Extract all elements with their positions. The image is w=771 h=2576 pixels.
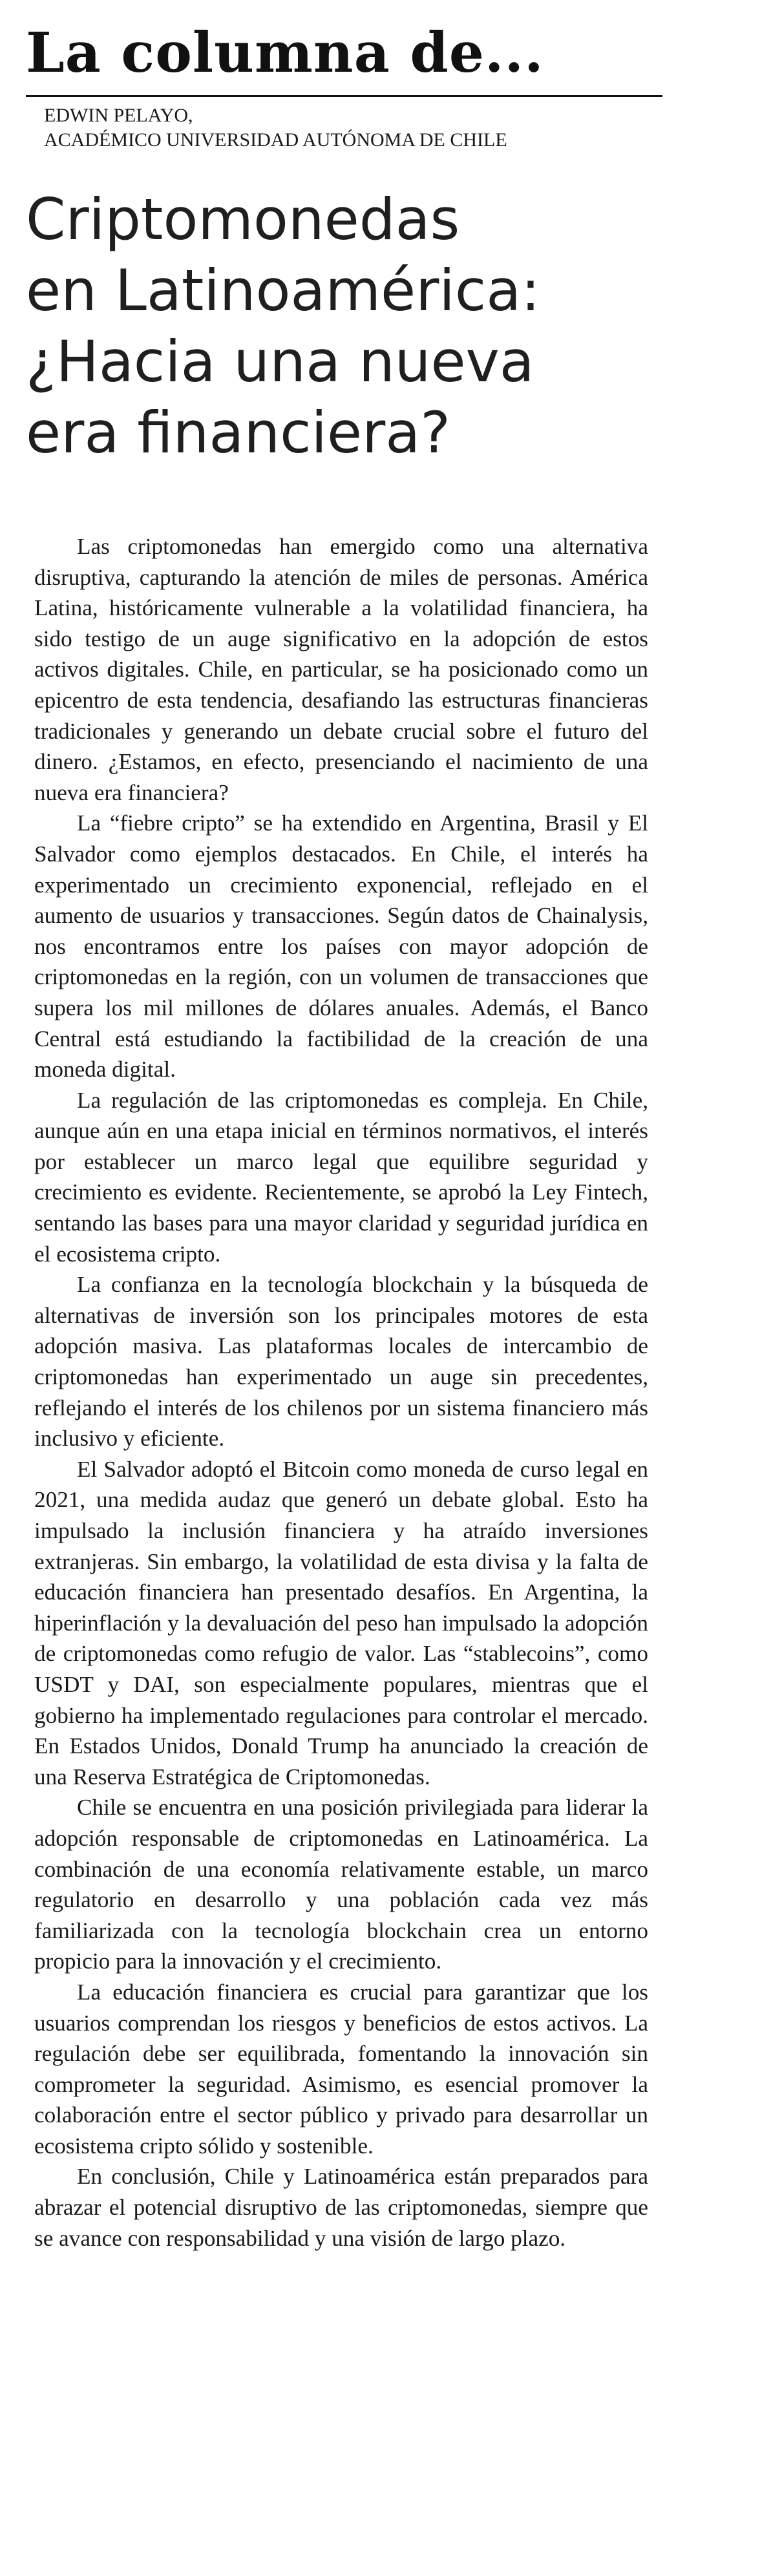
- article-paragraph: Chile se encuentra en una posición privilegiada para liderar la adopción responsable de criptomonedas en Latinoamérica. La combinación de una economía relativamente estable, un marco regulatorio en desarrollo y una población cada vez más familiarizada con la tecnología blockchain crea un entorno propicio para la innovación y el crecimiento.: [34, 1795, 648, 1974]
- headline-line: ¿Hacia una nueva: [26, 328, 534, 395]
- byline: [44, 103, 507, 153]
- article-paragraph: La “fiebre cripto” se ha extendido en Argentina, Brasil y El Salvador como ejemplos destacados. En Chile, el interés ha experimentado un crecimiento exponencial, reflejado en el aumento de usuarios y transacciones. Según datos de Chainalysis, nos encontramos entre los países con mayor adopción de criptomonedas en la región, con un volumen de transacciones que supera los mil millones de dólares anuales. Además, el Banco Central está estudiando la factibilidad de la creación de una moneda digital.: [34, 810, 648, 1082]
- article-paragraph: La confianza en la tecnología blockchain y la búsqueda de alternativas de inversión son los principales motores de esta adopción masiva. Las plataformas locales de intercambio de criptomonedas han experimentado un auge sin precedentes, reflejando el interés de los chilenos por un sistema financiero más inclusivo y eficiente.: [34, 1272, 648, 1452]
- headline-line: Criptomonedas: [26, 186, 460, 253]
- article-body: [34, 531, 648, 2254]
- headline-line: era financiera?: [26, 399, 450, 466]
- author-name: EDWIN PELAYO,: [44, 105, 193, 126]
- header-rule: [26, 95, 662, 97]
- section-title: La columna de...: [26, 21, 544, 85]
- article-paragraph: En conclusión, Chile y Latinoamérica están preparados para abrazar el potencial disruptivo de las criptomonedas, siempre que se avance con responsabilidad y una visión de largo plazo.: [34, 2164, 648, 2251]
- headline-line: en Latinoamérica:: [26, 257, 540, 324]
- article-paragraph: El Salvador adoptó el Bitcoin como moneda de curso legal en 2021, una medida audaz que generó un debate global. Esto ha impulsado la inclusión financiera y ha atraído inversiones extranjeras. Sin embargo, la volatilidad de esta divisa y la falta de educación financiera han presentado desafíos. En Argentina, la hiperinflación y la devaluación del peso han impulsado la adopción de criptomonedas como refugio de valor. Las “stablecoins”, como USDT y DAI, son especialmente populares, mientras que el gobierno ha implementado regulaciones para controlar el mercado. En Estados Unidos, Donald Trump ha anunciado la creación de una Reserva Estratégica de Criptomonedas.: [34, 1456, 648, 1789]
- author-affiliation: ACADÉMICO UNIVERSIDAD AUTÓNOMA DE CHILE: [44, 129, 507, 151]
- article-paragraph: La educación financiera es crucial para garantizar que los usuarios comprendan los riesgos y beneficios de estos activos. La regulación debe ser equilibrada, fomentando la innovación sin comprometer la seguridad. Asimismo, es esencial promover la colaboración entre el sector público y privado para desarrollar un ecosistema cripto sólido y sostenible.: [34, 1979, 648, 2159]
- article-headline: [26, 184, 737, 469]
- article-paragraph: Las criptomonedas han emergido como una alternativa disruptiva, capturando la atención de miles de personas. América Latina, históricamente vulnerable a la volatilidad financiera, ha sido testigo de un auge significativo en la adopción de estos activos digitales. Chile, en particular, se ha posicionado como un epicentro de esta tendencia, desafiando las estructuras financieras tradicionales y generando un debate crucial sobre el futuro del dinero. ¿Estamos, en efecto, presenciando el nacimiento de una nueva era financiera?: [34, 534, 648, 805]
- article-paragraph: La regulación de las criptomonedas es compleja. En Chile, aunque aún en una etapa inicial en términos normativos, el interés por establecer un marco legal que equilibre seguridad y crecimiento es evidente. Recientemente, se aprobó la Ley Fintech, sentando las bases para una mayor claridad y seguridad jurídica en el ecosistema cripto.: [34, 1087, 648, 1267]
- section-header: [26, 21, 662, 85]
